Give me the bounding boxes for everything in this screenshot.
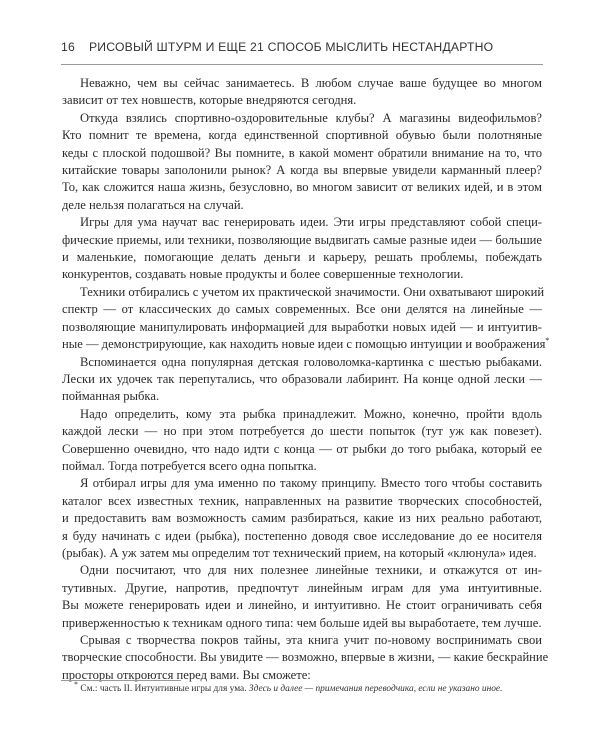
text-line-content: ные — демонстрирующие, как находить новые идеи с помощью интуиции и воображения (62, 337, 546, 352)
text-line: (рыбак). А уж затем мы определим тот технический прием, на который «клюнула» идея. (62, 545, 537, 560)
text-line: Неважно, чем вы сейчас занимаетесь. В любом случае ваше будущее во многом (80, 76, 542, 90)
paragraph-8 (62, 562, 542, 632)
header-rule (61, 64, 543, 65)
text-line: пойманная рыбка. (62, 389, 160, 404)
footnote-marker: * (545, 335, 550, 345)
paragraph-4 (62, 284, 550, 354)
text-line: просторы откроются перед вами. Вы сможете: (62, 667, 311, 682)
text-line: тутивных. Другие, напротив, предпочтут линейным играм для ума интуитивные. (62, 580, 542, 595)
text-line: Вспоминается одна популярная детская головоломка-картинка с шестью рыбаками. (80, 354, 542, 369)
text-line: конкурентов, создавать новые продукты и более совершенные технологии. (62, 267, 464, 282)
running-header (61, 40, 543, 54)
text-line: зависит от тех новшеств, которые внедряются сегодня. (62, 93, 357, 108)
text-line: спектр — от классических до самых современных. Все они делятся на линейные — (62, 302, 542, 317)
text-line: Надо определить, кому эта рыбка принадлежит. Можно, конечно, пройти вдоль (80, 406, 542, 421)
text-line: Техники отбирались с учетом их практической значимости. Они охватывают широкий (80, 284, 545, 299)
text-line: Вы можете генерировать идеи и линейно, и интуитивно. Не стоит ограничивать себя (62, 598, 542, 613)
text-line: кеды с плоской подошвой? Вы помните, в какой момент обратили внимание на то, что (62, 145, 542, 160)
text-line: То, как сложится наша жизнь, безусловно, во многом зависит от великих идей, и в этом (62, 180, 542, 195)
text-line: поймал. Тогда потребуется всего одна попытка. (62, 458, 317, 473)
text-line: и маленькие, помогающие делать деньги и карьеру, решать проблемы, побеждать (62, 250, 542, 265)
paragraph-6 (62, 406, 542, 476)
text-line: творческие способности. Вы увидите — возможно, впервые в жизни, — какие бескрайние (62, 650, 549, 665)
text-line (62, 335, 550, 353)
text-line: Кто помнит те времена, когда единственной спортивной обувью были полотняные (62, 128, 542, 143)
running-title: РИСОВЫЙ ШТУРМ И ЕЩЕ 21 СПОСОБ МЫСЛИТЬ НЕСТАНДАРТНО (88, 40, 494, 54)
paragraph-1 (62, 75, 542, 110)
text-line: китайские товары заполонили рынок? А когда вы впервые увидели карманный плеер? (62, 163, 542, 178)
paragraph-3 (62, 214, 542, 284)
text-line: и предоставить вам возможность самим разбираться, какие из них реально работают, (62, 511, 542, 526)
text-line: Игры для ума научат вас генерировать идеи. Эти игры представляют собой специ- (80, 215, 542, 230)
footnote-marker: * (74, 679, 78, 689)
footnote (74, 679, 544, 694)
text-line: Срывая с творчества покров тайны, эта книга учит по-новому воспринимать свои (80, 633, 542, 647)
text-line: позволяющие манипулировать информацией для выработки новых идей — и интуитив- (62, 319, 542, 334)
text-line: Совершенно очевидно, что надо идти с конца — от рыбки до того рыбака, который ее (62, 441, 542, 456)
page-number: 16 (61, 40, 75, 54)
text-line: я буду начинать с идеи (рыбка), постепенно доводя свое исследование до ее носителя (62, 528, 542, 543)
text-line: фические приемы, или техники, позволяющие выдвигать самые разные идеи — большие (62, 232, 542, 247)
footnote-text: См.: часть II. Интуитивные игры для ума. (80, 684, 247, 694)
text-line: Откуда взялись спортивно-оздоровительные клубы? А магазины видеофильмов? (80, 110, 542, 125)
text-line: деле нельзя полагаться на случай. (62, 197, 244, 212)
text-line: Я отбирал игры для ума именно по такому принципу. Вместо того чтобы составить (80, 476, 542, 491)
paragraph-9 (62, 632, 549, 684)
text-line: Лески их удочек так перепутались, что образовали лабиринт. На конце одной лески — (62, 371, 542, 386)
text-line: каталог всех известных техник, направленных на развитие творческих способностей, (62, 493, 542, 508)
body-text (62, 75, 550, 684)
text-line: Одни посчитают, что для них полезнее линейные техники, и откажутся от ин- (80, 563, 542, 578)
footnote-rule (61, 680, 181, 681)
paragraph-7 (62, 475, 542, 562)
text-line: каждой лески — но при этом потребуется до шести попыток (тут уж как повезет). (62, 424, 542, 439)
text-line: приверженностью к техникам одного типа: чем больше идей вы выработаете, тем лучше. (62, 615, 542, 630)
paragraph-5 (62, 354, 542, 406)
paragraph-2 (62, 110, 542, 214)
footnote-italic-text: Здесь и далее — примечания переводчика, если не указано иное. (248, 684, 503, 694)
